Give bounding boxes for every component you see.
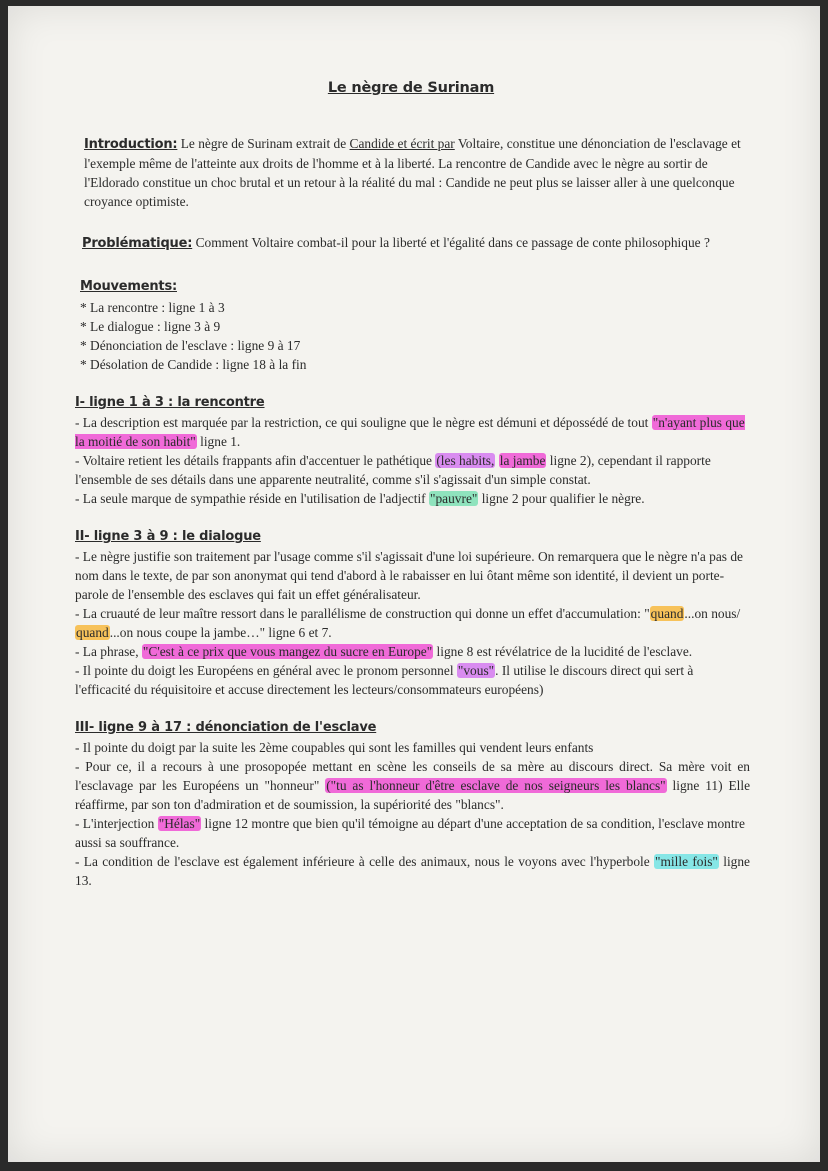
- text: - L'interjection: [75, 816, 158, 831]
- list-item: * La rencontre : ligne 1 à 3: [80, 300, 225, 315]
- intro-underlined-text: Candide et écrit par: [349, 136, 455, 151]
- text: ligne 11) Elle réaffirme, par son ton d'admiration et de soumission, la supériorité des "blancs".: [75, 778, 751, 812]
- text: - La description est marquée par la restriction, ce qui souligne que le nègre est démuni et dépossédé de tout: [75, 415, 652, 430]
- section-3-paragraph-2: [75, 757, 750, 814]
- highlight: "vous": [457, 663, 495, 678]
- highlight: "n'ayant plus que la moitié de son habit": [75, 415, 745, 449]
- section-2-paragraph-1: - Le nègre justifie son traitement par l'usage comme s'il s'agissait d'une loi supérieure. On remarquera que le nègre n'a pas de nom dans le texte, de par son anonymat qui tend d'abord à le rabaisser en lui ôtant même son identité, il devient un porte-parole de l'ensemble des esclaves qui fait un effet généralisateur.: [75, 549, 743, 602]
- intro-text-1: Le nègre de Surinam extrait de: [177, 136, 350, 151]
- text: - La seule marque de sympathie réside en l'utilisation de l'adjectif: [75, 491, 429, 506]
- text: - La cruauté de leur maître ressort dans le parallélisme de construction qui donne un effet d'accumulation: ": [75, 606, 650, 621]
- section-3-heading: III- ligne 9 à 17 : dénonciation de l'esclave: [75, 720, 377, 735]
- highlight: la jambe: [499, 453, 546, 468]
- section-3: [75, 717, 750, 890]
- introduction-label: Introduction:: [84, 137, 178, 152]
- section-1-heading: I- ligne 1 à 3 : la rencontre: [75, 395, 265, 410]
- section-2-heading: II- ligne 3 à 9 : le dialogue: [75, 529, 261, 544]
- highlight: "C'est à ce prix que vous mangez du sucre en Europe": [142, 644, 433, 659]
- text: ligne 8 est révélatrice de la lucidité de l'esclave.: [433, 644, 693, 659]
- text: - Pour ce, il a recours à une prosopopée mettant en scène les conseils de sa mère au discours direct. Sa mère voit en l'esclavage par les Européens un "honneur": [75, 759, 750, 793]
- text: ligne 13.: [75, 854, 750, 888]
- text: . Il utilise le discours direct qui sert à l'efficacité du réquisitoire et accuse directement les lecteurs/consommateurs européens): [75, 663, 694, 697]
- section-1-paragraph-3: [75, 489, 750, 508]
- section-2-paragraph-2: [75, 604, 750, 642]
- text: ...on nous coupe la jambe…" ligne 6 et 7.: [109, 625, 332, 640]
- section-1: [75, 392, 750, 508]
- mouvements-label: Mouvements:: [80, 279, 177, 294]
- page-title: Le nègre de Surinam: [327, 80, 495, 96]
- section-3-paragraph-3: [75, 814, 750, 852]
- list-item: * Le dialogue : ligne 3 à 9: [80, 319, 221, 334]
- problematique-label: Problématique:: [82, 236, 193, 251]
- document-page: [8, 6, 820, 1162]
- highlight: ("tu as l'honneur d'être esclave de nos seigneurs les blancs": [326, 778, 666, 793]
- text: - La condition de l'esclave est également inférieure à celle des animaux, nous le voyons avec l'hyperbole: [75, 854, 655, 869]
- text: ligne 12 montre que bien qu'il témoigne au départ d'une acceptation de sa condition, l'esclave montre aussi sa souffrance.: [75, 816, 745, 850]
- section-2: [75, 526, 750, 699]
- intro-text-2: Voltaire, constitue une dénonciation de l'esclavage et l'exemple même de l'atteinte aux droits de l'homme et à la liberté. La rencontre de Candide avec le nègre au sortir de l'Eldorado constitue un choc brutal et un retour à la réalité du mal : Candide ne peut plus se laisser aller à une quelconque croyance optimiste.: [84, 136, 741, 209]
- text: ligne 1.: [196, 434, 241, 449]
- section-1-paragraph-2: [75, 451, 750, 489]
- section-3-paragraph-1: - Il pointe du doigt par la suite les 2ème coupables qui sont les familles qui vendent leurs enfants: [75, 740, 594, 755]
- list-item: * Dénonciation de l'esclave : ligne 9 à 17: [80, 338, 301, 353]
- highlight: quand: [650, 606, 684, 621]
- text: ligne 2 pour qualifier le nègre.: [478, 491, 645, 506]
- mouvements-section: [80, 277, 750, 374]
- highlight: (les habits,: [436, 453, 495, 468]
- section-2-paragraph-3: [75, 642, 750, 661]
- document-content: [72, 80, 750, 908]
- problematique-text: Comment Voltaire combat-il pour la liberté et l'égalité dans ce passage de conte philosophique ?: [192, 235, 710, 250]
- highlight: "Hélas": [158, 816, 201, 831]
- highlight: "pauvre": [429, 491, 478, 506]
- text: ...on nous/: [684, 606, 741, 621]
- text: ligne 2), cependant il rapporte l'ensemble de ses détails dans une apparente neutralité, comme s'il s'agissait d'un simple constat.: [75, 453, 711, 487]
- highlight: quand: [76, 625, 109, 640]
- section-2-paragraph-4: [75, 661, 750, 699]
- highlight: "mille fois": [655, 854, 718, 869]
- section-1-paragraph-1: [75, 413, 750, 451]
- text: - La phrase,: [75, 644, 142, 659]
- list-item: * Désolation de Candide : ligne 18 à la fin: [80, 357, 307, 372]
- text: - Voltaire retient les détails frappants afin d'accentuer le pathétique: [75, 453, 436, 468]
- text: - Il pointe du doigt les Européens en général avec le pronom personnel: [75, 663, 457, 678]
- introduction-paragraph: [84, 134, 750, 211]
- problematique-paragraph: [82, 233, 750, 253]
- section-3-paragraph-4: [75, 852, 750, 890]
